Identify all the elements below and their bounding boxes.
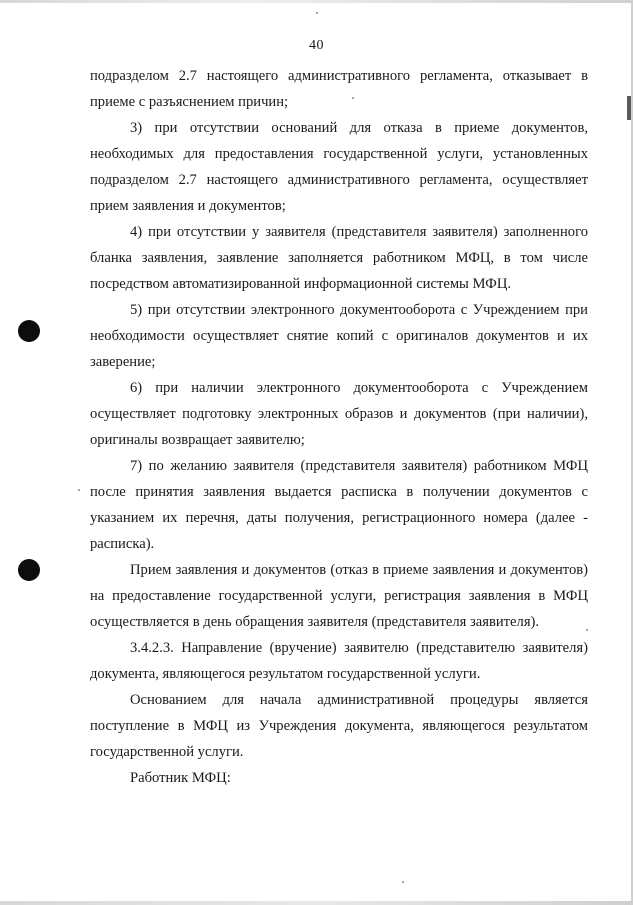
paragraph-mfc-worker: Работник МФЦ: [130, 770, 231, 786]
scan-speck [316, 12, 318, 14]
paragraph-item-7: 7) по желанию заявителя (представителя заявителя) работником МФЦ после принятия заявления выдается расписка в получении документов с указанием их перечня, даты получения, регистрационного номера (далее - расписка). [90, 458, 588, 552]
page-number: 40 [309, 38, 324, 53]
scan-top-edge [0, 0, 633, 3]
scan-bottom-edge [0, 901, 633, 905]
paragraph-item-4: 4) при отсутствии у заявителя (представителя заявителя) заполненного бланка заявления, заявление заполняется работником МФЦ, в том числе посредством автоматизированной информационной системы МФЦ. [90, 224, 588, 292]
punch-hole-top [18, 320, 40, 342]
paragraph-registration: Прием заявления и документов (отказ в приеме заявления и документов) на предоставление государственной услуги, регистрация заявления в МФЦ осуществляется в день обращения заявителя (представителя заявителя). [90, 562, 588, 630]
paragraph-item-6: 6) при наличии электронного документооборота с Учреждением осуществляет подготовку электронных образов и документов (при наличии), оригиналы возвращает заявителю; [90, 380, 588, 448]
punch-hole-bottom [18, 559, 40, 581]
body-text [90, 63, 588, 791]
paragraph-item-5: 5) при отсутствии электронного документооборота с Учреждением при необходимости осуществляет снятие копий с оригиналов документов и их заверение; [90, 302, 588, 370]
paragraph-continuation: подразделом 2.7 настоящего административного регламента, отказывает в приеме с разъяснением причин; [90, 68, 588, 110]
scan-speck [78, 489, 80, 491]
paragraph-section-3-4-2-3: 3.4.2.3. Направление (вручение) заявителю (представителю заявителя) документа, являющегося результатом государственной услуги. [90, 640, 588, 682]
scan-speck [402, 881, 404, 883]
scan-right-mark [627, 96, 631, 120]
paragraph-item-3: 3) при отсутствии оснований для отказа в приеме документов, необходимых для предоставления государственной услуги, установленных подразделом 2.7 настоящего административного регламента, осуществляет прием заявления и документов; [90, 120, 588, 214]
paragraph-basis: Основанием для начала административной процедуры является поступление в МФЦ из Учреждения документа, являющегося результатом государственной услуги. [90, 692, 588, 760]
